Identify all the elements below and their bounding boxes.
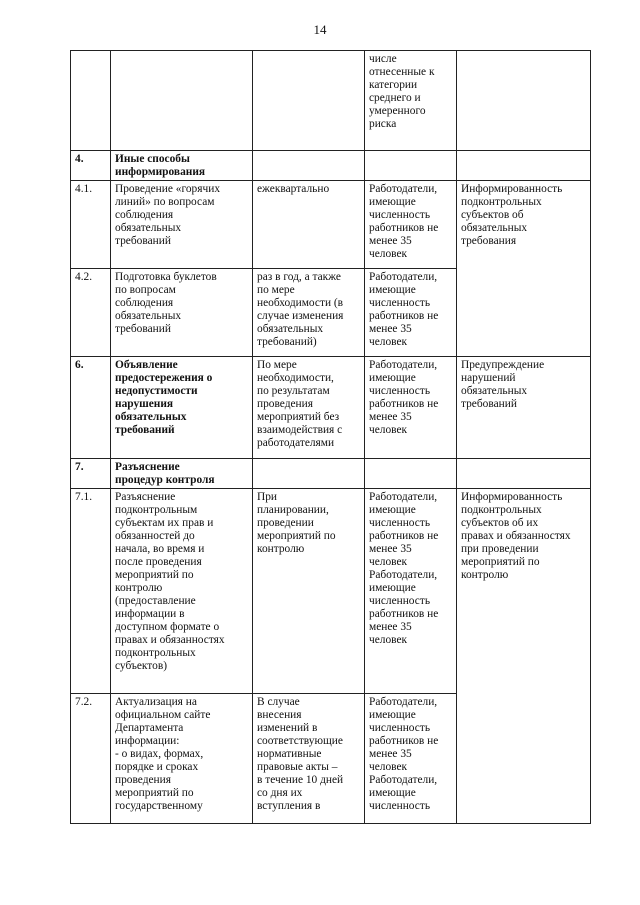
cell-number: 4. (71, 151, 111, 181)
cell-subjects: Работодатели, имеющие численность работников не менее 35 человек Работодатели, имеющие численность работников не менее 35 человек (365, 489, 457, 694)
cell-term (253, 151, 365, 181)
cell-result: Информированность подконтрольных субъектов об обязательных требования (457, 181, 591, 357)
cell-action: Разъяснение подконтрольным субъектам их прав и обязанностей до начала, во время и после проведения мероприятий по контролю (предоставление информации в доступном формате о правах и обязанностях подконтрольных субъектов) (111, 489, 253, 694)
cell-number: 7.1. (71, 489, 111, 694)
cell-number: 7.2. (71, 694, 111, 824)
cell-action: Актуализация на официальном сайте Департамента информации: - о видах, формах, порядке и сроках проведения мероприятий по государственному (111, 694, 253, 824)
table-row (71, 181, 591, 269)
cell-subjects: Работодатели, имеющие численность работников не менее 35 человек Работодатели, имеющие численность (365, 694, 457, 824)
cell-action: Разъяснение процедур контроля (111, 459, 253, 489)
cell-term: В случае внесения изменений в соответствующие нормативные правовые акты – в течение 10 дней со дня их вступления в (253, 694, 365, 824)
cell-action (111, 51, 253, 151)
cell-action: Проведение «горячих линий» по вопросам соблюдения обязательных требований (111, 181, 253, 269)
cell-subjects: числе отнесенные к категории среднего и умеренного риска (365, 51, 457, 151)
cell-result (457, 151, 591, 181)
cell-action: Подготовка буклетов по вопросам соблюдения обязательных требований (111, 269, 253, 357)
cell-result (457, 459, 591, 489)
table-row (71, 51, 591, 151)
table-row (71, 459, 591, 489)
cell-subjects: Работодатели, имеющие численность работников не менее 35 человек (365, 269, 457, 357)
table-row (71, 357, 591, 459)
cell-term (253, 51, 365, 151)
cell-term: По мере необходимости, по результатам проведения мероприятий без взаимодействия с работодателями (253, 357, 365, 459)
cell-term (253, 459, 365, 489)
table-row (71, 489, 591, 694)
cell-number: 4.2. (71, 269, 111, 357)
cell-number: 4.1. (71, 181, 111, 269)
cell-subjects (365, 459, 457, 489)
cell-number: 7. (71, 459, 111, 489)
cell-term: ежеквартально (253, 181, 365, 269)
cell-subjects: Работодатели, имеющие численность работников не менее 35 человек (365, 357, 457, 459)
cell-subjects: Работодатели, имеющие численность работников не менее 35 человек (365, 181, 457, 269)
table-row (71, 151, 591, 181)
cell-subjects (365, 151, 457, 181)
measures-table (70, 50, 591, 824)
cell-action: Объявление предостережения о недопустимости нарушения обязательных требований (111, 357, 253, 459)
cell-number: 6. (71, 357, 111, 459)
cell-result: Предупреждение нарушений обязательных требований (457, 357, 591, 459)
cell-number (71, 51, 111, 151)
cell-result: Информированность подконтрольных субъектов об их правах и обязанностях при проведении мероприятий по контролю (457, 489, 591, 824)
cell-term: При планировании, проведении мероприятий по контролю (253, 489, 365, 694)
table-body (71, 51, 591, 824)
cell-result (457, 51, 591, 151)
page-number: 14 (313, 22, 327, 37)
cell-action: Иные способы информирования (111, 151, 253, 181)
cell-term: раз в год, а также по мере необходимости (в случае изменения обязательных требований) (253, 269, 365, 357)
